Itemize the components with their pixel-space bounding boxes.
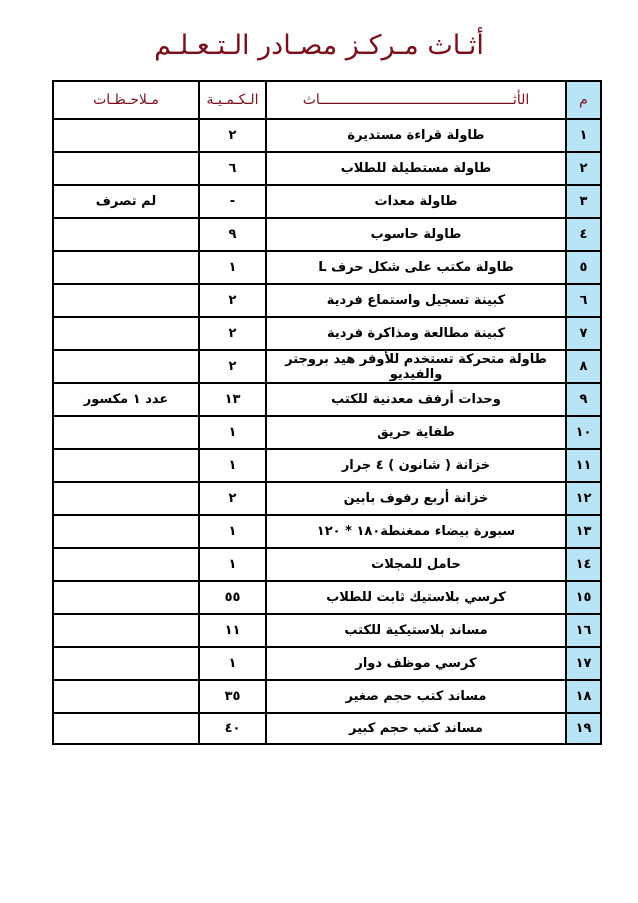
table-row [52, 151, 602, 184]
notes-cell [52, 217, 198, 250]
quantity-cell: ١ [198, 646, 265, 679]
row-number-cell: ١٧ [565, 646, 602, 679]
notes-cell [52, 547, 198, 580]
table-row [52, 118, 602, 151]
row-number-cell: ٤ [565, 217, 602, 250]
notes-cell [52, 151, 198, 184]
quantity-cell: ٢ [198, 349, 265, 382]
furniture-name-cell: وحدات أرفف معدنية للكتب [265, 382, 565, 415]
furniture-name-cell: كرسي موظف دوار [265, 646, 565, 679]
quantity-cell: ١١ [198, 613, 265, 646]
notes-cell [52, 712, 198, 745]
furniture-name-cell: سبورة بيضاء ممغنطة١٨٠ * ١٢٠ [265, 514, 565, 547]
notes-cell [52, 349, 198, 382]
quantity-cell: ٢ [198, 118, 265, 151]
table-row [52, 481, 602, 514]
quantity-cell: ٢ [198, 316, 265, 349]
quantity-cell: ٩ [198, 217, 265, 250]
furniture-name-cell: كرسي بلاستيك ثابت للطلاب [265, 580, 565, 613]
quantity-cell: ١ [198, 448, 265, 481]
table-row [52, 712, 602, 745]
table-row [52, 283, 602, 316]
furniture-name-cell: كبينة تسجيل واستماع فردية [265, 283, 565, 316]
furniture-name-cell: طاولة قراءة مستديرة [265, 118, 565, 151]
table-row [52, 646, 602, 679]
furniture-name-cell: خزانة أربع رفوف بابين [265, 481, 565, 514]
notes-cell [52, 514, 198, 547]
notes-cell [52, 250, 198, 283]
quantity-cell: ٢ [198, 283, 265, 316]
row-number-cell: ٨ [565, 349, 602, 382]
row-number-cell: ١٩ [565, 712, 602, 745]
table-row [52, 382, 602, 415]
notes-cell [52, 448, 198, 481]
table-row [52, 250, 602, 283]
furniture-name-cell: طاولة حاسوب [265, 217, 565, 250]
furniture-table [52, 80, 602, 745]
header-notes: مـلاحـظـات [52, 80, 198, 118]
furniture-name-cell: حامل للمجلات [265, 547, 565, 580]
quantity-cell: ٤٠ [198, 712, 265, 745]
row-number-cell: ٧ [565, 316, 602, 349]
furniture-name-cell: طاولة مكتب على شكل حرف L [265, 250, 565, 283]
table-header-row [52, 80, 602, 118]
quantity-cell: ٣٥ [198, 679, 265, 712]
row-number-cell: ١ [565, 118, 602, 151]
notes-cell [52, 481, 198, 514]
table-row [52, 613, 602, 646]
notes-cell: عدد ١ مكسور [52, 382, 198, 415]
table-row [52, 547, 602, 580]
furniture-name-cell: كبينة مطالعة ومذاكرة فردية [265, 316, 565, 349]
header-quantity: الـكـمـيـة [198, 80, 265, 118]
table-row [52, 514, 602, 547]
notes-cell [52, 118, 198, 151]
row-number-cell: ١٠ [565, 415, 602, 448]
table-row [52, 217, 602, 250]
row-number-cell: ١٦ [565, 613, 602, 646]
row-number-cell: ١٤ [565, 547, 602, 580]
quantity-cell: ٥٥ [198, 580, 265, 613]
quantity-cell: ١٣ [198, 382, 265, 415]
table-row [52, 184, 602, 217]
quantity-cell: ١ [198, 250, 265, 283]
header-furniture: الأثـــــــــــــــــــــــــــــــــــــــــــــــاث [265, 80, 565, 118]
row-number-cell: ٩ [565, 382, 602, 415]
furniture-name-cell: طاولة متحركة تستخدم للأوفر هيد بروجتر والفيديو [265, 349, 565, 382]
quantity-cell: - [198, 184, 265, 217]
quantity-cell: ٢ [198, 481, 265, 514]
table-row [52, 316, 602, 349]
notes-cell [52, 679, 198, 712]
furniture-name-cell: طاولة معدات [265, 184, 565, 217]
row-number-cell: ١٣ [565, 514, 602, 547]
table-row [52, 415, 602, 448]
table-row [52, 448, 602, 481]
quantity-cell: ١ [198, 514, 265, 547]
furniture-name-cell: طاولة مستطيلة للطلاب [265, 151, 565, 184]
row-number-cell: ١١ [565, 448, 602, 481]
table-body [52, 118, 602, 745]
notes-cell [52, 415, 198, 448]
furniture-name-cell: مساند كتب حجم صغير [265, 679, 565, 712]
notes-cell [52, 316, 198, 349]
table-row [52, 580, 602, 613]
row-number-cell: ٥ [565, 250, 602, 283]
row-number-cell: ٢ [565, 151, 602, 184]
furniture-name-cell: خزانة ( شانون ) ٤ جرار [265, 448, 565, 481]
table-row [52, 679, 602, 712]
row-number-cell: ٣ [565, 184, 602, 217]
table-row [52, 349, 602, 382]
page-title: أثـاث مـركـز مصـادر الـتـعـلـم [154, 30, 484, 61]
furniture-name-cell: طفاية حريق [265, 415, 565, 448]
furniture-name-cell: مساند كتب حجم كبير [265, 712, 565, 745]
quantity-cell: ١ [198, 547, 265, 580]
quantity-cell: ١ [198, 415, 265, 448]
notes-cell [52, 613, 198, 646]
notes-cell [52, 283, 198, 316]
header-number: م [565, 80, 602, 118]
row-number-cell: ١٢ [565, 481, 602, 514]
row-number-cell: ١٨ [565, 679, 602, 712]
notes-cell [52, 580, 198, 613]
notes-cell: لم تصرف [52, 184, 198, 217]
quantity-cell: ٦ [198, 151, 265, 184]
row-number-cell: ١٥ [565, 580, 602, 613]
notes-cell [52, 646, 198, 679]
row-number-cell: ٦ [565, 283, 602, 316]
furniture-name-cell: مساند بلاستيكية للكتب [265, 613, 565, 646]
